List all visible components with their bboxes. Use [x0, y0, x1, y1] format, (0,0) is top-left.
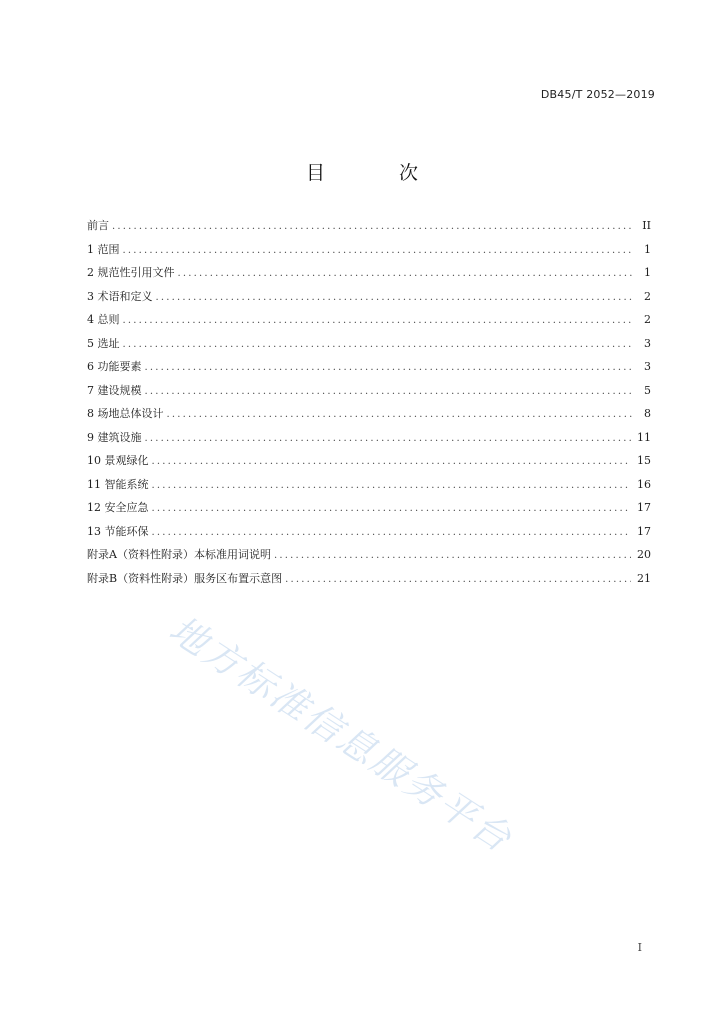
page-title: 目 次 — [305, 162, 453, 184]
toc-entry[interactable] — [87, 241, 651, 265]
toc-leader-dots — [152, 527, 632, 538]
toc-entry-label: 附录A（资料性附录）本标准用词说明 — [87, 548, 271, 561]
document-code: DB45/T 2052—2019 — [540, 88, 655, 101]
toc-entry-label: 9 建筑设施 — [87, 430, 142, 444]
toc-entry-page: 3 — [644, 336, 651, 350]
toc-entry-label: 11 智能系统 — [87, 477, 149, 491]
toc-leader-dots — [156, 292, 634, 303]
toc-entry-label: 6 功能要素 — [87, 360, 142, 373]
toc-entry-label: 3 术语和定义 — [87, 289, 153, 303]
toc-leader-dots — [152, 503, 632, 514]
toc-entry-label: 7 建设规模 — [87, 383, 142, 397]
toc-entry[interactable] — [87, 499, 651, 523]
toc-entry-page: 20 — [637, 548, 651, 561]
toc-entry-page: 2 — [644, 289, 651, 303]
toc-entry-page: 15 — [637, 454, 651, 467]
toc-leader-dots — [152, 480, 632, 491]
toc-leader-dots — [285, 574, 631, 585]
toc-leader-dots — [274, 550, 631, 561]
toc-entry[interactable] — [87, 335, 651, 359]
toc-entry-page: 1 — [644, 266, 651, 279]
toc-entry-label: 8 场地总体设计 — [87, 407, 164, 420]
toc-leader-dots — [178, 268, 634, 279]
toc-entry-label: 2 规范性引用文件 — [87, 266, 175, 279]
toc-entry-page: II — [642, 219, 651, 232]
toc-leader-dots — [123, 315, 634, 326]
page-number: I — [637, 941, 642, 954]
toc-entry-page: 17 — [637, 524, 651, 538]
toc-leader-dots — [145, 362, 634, 373]
toc-entry-page: 1 — [644, 242, 651, 256]
toc-leader-dots — [123, 339, 634, 350]
toc-entry-page: 11 — [637, 430, 651, 444]
toc-entry-label: 5 选址 — [87, 336, 120, 350]
toc-entry-label: 前言 — [87, 219, 109, 232]
toc-entry-label: 附录B（资料性附录）服务区布置示意图 — [87, 571, 283, 585]
toc-entry-label: 4 总则 — [87, 313, 120, 326]
toc-entry[interactable] — [87, 452, 651, 476]
toc-leader-dots — [112, 221, 633, 232]
toc-leader-dots — [145, 433, 632, 444]
table-of-contents — [87, 217, 651, 593]
toc-entry-label: 12 安全应急 — [87, 501, 149, 514]
toc-entry[interactable] — [87, 382, 651, 406]
toc-entry[interactable] — [87, 358, 651, 382]
toc-entry[interactable] — [87, 546, 651, 570]
toc-entry[interactable] — [87, 264, 651, 288]
toc-entry-page: 3 — [644, 360, 651, 373]
toc-entry[interactable] — [87, 288, 651, 312]
toc-entry[interactable] — [87, 429, 651, 453]
toc-leader-dots — [167, 409, 634, 420]
toc-entry[interactable] — [87, 217, 651, 241]
toc-leader-dots — [145, 386, 634, 397]
toc-entry-label: 13 节能环保 — [87, 524, 149, 538]
watermark-text: 地方标准信息服务平台 — [161, 607, 521, 862]
toc-entry[interactable] — [87, 476, 651, 500]
toc-entry-page: 17 — [637, 501, 651, 514]
toc-entry[interactable] — [87, 523, 651, 547]
toc-entry[interactable] — [87, 311, 651, 335]
toc-entry[interactable] — [87, 570, 651, 594]
toc-leader-dots — [152, 456, 632, 467]
toc-entry-page: 5 — [644, 383, 651, 397]
toc-entry-page: 8 — [644, 407, 651, 420]
toc-entry-page: 21 — [637, 571, 651, 585]
toc-entry-label: 10 景观绿化 — [87, 454, 149, 467]
toc-entry-label: 1 范围 — [87, 242, 120, 256]
toc-entry-page: 16 — [637, 477, 651, 491]
toc-entry-page: 2 — [644, 313, 651, 326]
toc-entry[interactable] — [87, 405, 651, 429]
toc-leader-dots — [123, 245, 634, 256]
